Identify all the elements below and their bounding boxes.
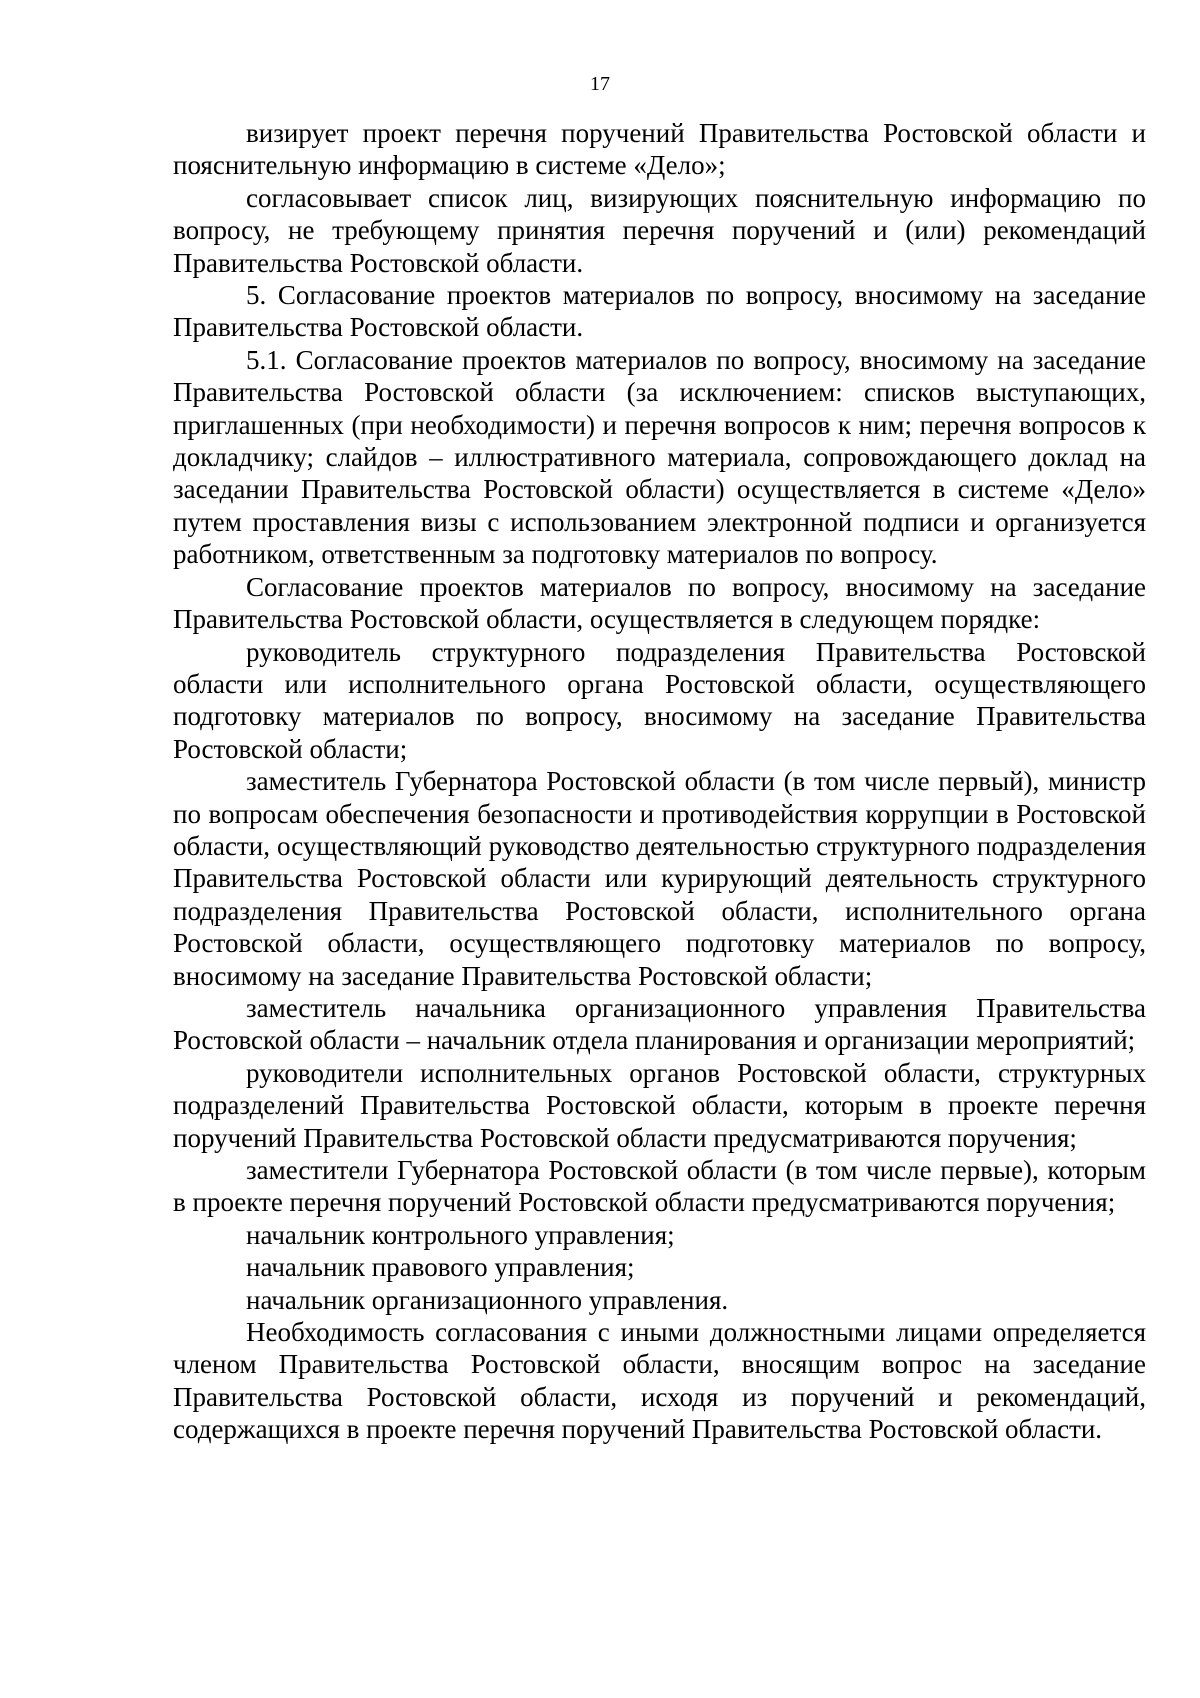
list-item: начальник контрольного управления;: [246, 1219, 675, 1250]
page-number: 17: [590, 73, 610, 95]
paragraph: визирует проект перечня поручений Правительства Ростовской области и пояснительную информацию в системе «Дело»;: [173, 118, 1146, 181]
paragraph: Необходимость согласования с иными должностными лицами определяется членом Правительства Ростовской области, вносящим вопрос на заседание Правительства Ростовской области, исходя из поручений и рекомендаций, содержащихся в проекте перечня поручений Правительства Ростовской области.: [173, 1317, 1146, 1445]
list-item: заместители Губернатора Ростовской области (в том числе первые), которым в проекте перечня поручений Ростовской области предусматриваются поручения;: [173, 1155, 1146, 1218]
list-item: руководитель структурного подразделения Правительства Ростовской области или исполнительного органа Ростовской области, осуществляющего подготовку материалов по вопросу, вносимому на заседание Правительства Ростовской области;: [173, 636, 1146, 764]
document-body: [173, 117, 1146, 1446]
paragraph: Согласование проектов материалов по вопросу, вносимому на заседание Правительства Ростовской области, осуществляется в следующем порядке:: [173, 571, 1146, 635]
list-item: заместитель Губернатора Ростовской области (в том числе первый), министр по вопросам обеспечения безопасности и противодействия коррупции в Ростовской области, осуществляющий руководство деятельностью структурного подразделения Правительства Ростовской области или курирующий деятельность структурного подразделения Правительства Ростовской области, исполнительного органа Ростовской области, осуществляющего подготовку материалов по вопросу, вносимому на заседание Правительства Ростовской области;: [173, 766, 1146, 991]
subsection-paragraph: 5.1. Согласование проектов материалов по вопросу, вносимому на заседание Правительства Ростовской области (за исключением: списков выступающих, приглашенных (при необходимости) и перечня вопросов к ним; перечня вопросов к докладчику; слайдов – иллюстративного материала, сопровождающего доклад на заседании Правительства Ростовской области) осуществляется в системе «Дело» путем проставления визы с использованием электронной подписи и организуется работником, ответственным за подготовку материалов по вопросу.: [173, 344, 1146, 570]
paragraph: согласовывает список лиц, визирующих пояснительную информацию по вопросу, не требующему принятия перечня поручений и (или) рекомендаций Правительства Ростовской области.: [173, 182, 1146, 278]
list-item: руководители исполнительных органов Ростовской области, структурных подразделений Правительства Ростовской области, которым в проекте перечня поручений Правительства Ростовской области предусматриваются поручения;: [173, 1057, 1146, 1153]
list-item: заместитель начальника организационного управления Правительства Ростовской области – начальник отдела планирования и организации мероприятий;: [173, 992, 1146, 1056]
list-item: начальник правового управления;: [246, 1252, 635, 1283]
list-item: начальник организационного управления.: [246, 1284, 729, 1315]
section-heading: 5. Согласование проектов материалов по вопросу, вносимому на заседание Правительства Ростовской области.: [173, 280, 1146, 343]
